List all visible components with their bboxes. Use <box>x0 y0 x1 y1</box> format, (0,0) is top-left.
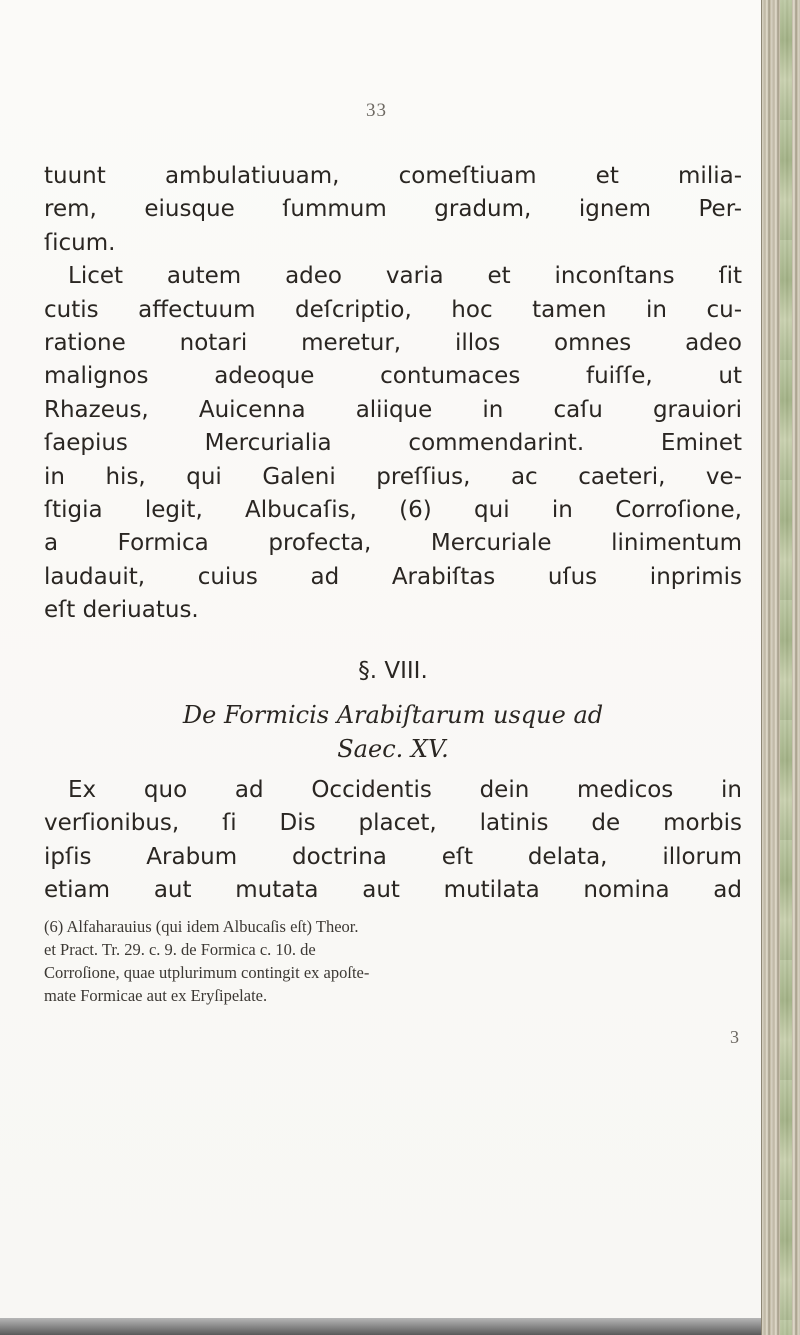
text-line: ipſis Arabum doctrina eſt delata, illorum <box>44 843 742 870</box>
section-number: §. VIII. <box>358 657 428 684</box>
text-line: laudauit, cuius ad Arabiſtas uſus inprimis <box>44 563 742 590</box>
text-line: cutis affectuum deſcriptio, hoc tamen in cu- <box>44 296 742 323</box>
text-line: ſaepius Mercurialia commendarint. Eminet <box>44 430 742 457</box>
text-line: Licet autem adeo varia et inconſtans ſit <box>68 263 742 290</box>
text-line: malignos adeoque contumaces fuiſſe, ut <box>44 363 742 390</box>
book-spine-accent <box>780 0 792 1335</box>
section-heading: De Formicis Arabiſtarum usque ad <box>182 700 604 729</box>
text-line: Rhazeus, Auicenna aliique in caſu grauiori <box>44 396 742 423</box>
section-heading-continued: Saec. XV. <box>337 734 449 763</box>
text-line: Ex quo ad Occidentis dein medicos in <box>68 776 742 803</box>
text-line: etiam aut mutata aut mutilata nomina ad <box>44 876 742 903</box>
footnote-line: (6) Alfaharauius (qui idem Albucaſis eſt) Theor. <box>44 917 359 937</box>
text-line: ſtigia legit, Albucaſis, (6) qui in Corroſione, <box>44 497 742 524</box>
text-line: rem, eiusque ſummum gradum, ignem Per- <box>44 196 742 223</box>
footnote-line: Corroſione, quae utplurimum contingit ex apoſte- <box>44 963 370 983</box>
footnote-line: mate Formicae aut ex Eryſipelate. <box>44 986 268 1006</box>
text-line: eſt deriuatus. <box>44 597 199 624</box>
text-line: in his, qui Galeni preſſius, ac caeteri, ve- <box>44 463 742 490</box>
text-line: verſionibus, ſi Dis placet, latinis de morbis <box>44 810 742 837</box>
text-line: a Formica profecta, Mercuriale linimentum <box>44 530 742 557</box>
main-text <box>44 160 744 1007</box>
footnote-line: et Pract. Tr. 29. c. 9. de Formica c. 10. de <box>44 940 316 960</box>
signature-mark: 3 <box>730 1027 739 1047</box>
text-line: ſicum. <box>44 229 116 256</box>
bottom-page-edge <box>0 1318 762 1335</box>
page-number: 33 <box>366 100 387 121</box>
text-line: tuunt ambulatiuuam, comeſtiuam et milia- <box>44 163 742 189</box>
text-line: ratione notari meretur, illos omnes adeo <box>44 330 742 357</box>
